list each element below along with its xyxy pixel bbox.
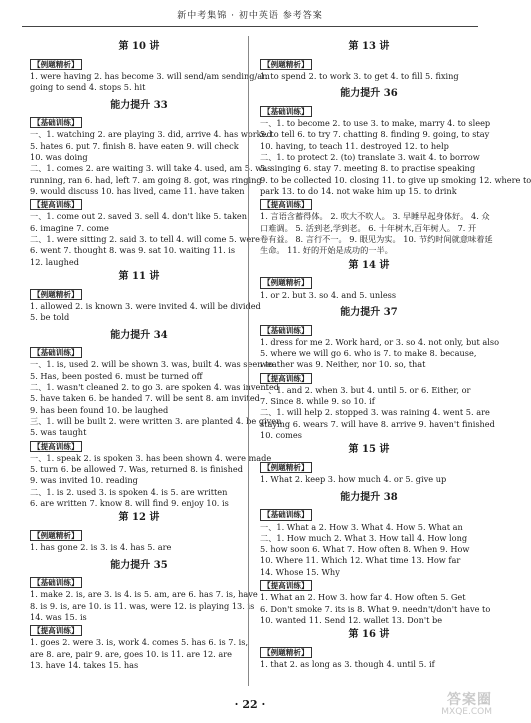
answer-line: 二、1. were sitting 2. said 3. to tell 4. will come 5. were bbox=[30, 234, 260, 245]
answer-line: 1. to spend 2. to work 3. to get 4. to fill 5. fixing bbox=[260, 70, 459, 81]
answer-line: 一、1. is, used 2. will be shown 3. was, built 4. was seen to bbox=[30, 359, 274, 370]
answer-line: 7. Since 8. while 9. so 10. if bbox=[260, 396, 375, 407]
section-tag-row bbox=[260, 460, 478, 474]
section-tag: 【例题精析】 bbox=[30, 59, 82, 70]
section-tag-row bbox=[30, 623, 248, 637]
answer-line: 13. have 14. takes 15. has bbox=[30, 660, 139, 671]
answer-line: 6. imagine 7. come bbox=[30, 222, 109, 233]
answer-line: 9. to be collected 10. closing 11. to give up smoking 12. where to bbox=[260, 174, 531, 185]
lesson-heading: 第 12 讲 bbox=[118, 512, 160, 524]
section-tag-row bbox=[260, 275, 478, 289]
answer-line: 10. Where 11. Which 12. What time 13. How far bbox=[260, 555, 461, 566]
answer-line: 二、1. will help 2. stopped 3. was raining 4. went 5. are bbox=[260, 407, 490, 418]
header-rule bbox=[22, 26, 478, 27]
answer-line: 5. where we will go 6. who is 7. to make 8. because, bbox=[260, 348, 477, 359]
answer-line: 卷有益。 8. 言行不一。 9. 眼见为实。 10. 节约时间就意味着延 bbox=[260, 234, 493, 245]
answer-line: 6. are written 7. know 8. will find 9. enjoy 10. is bbox=[30, 497, 229, 508]
answer-line: 一、1. and 2. when 3. but 4. until 5. or 6. Either, or bbox=[260, 384, 471, 395]
section-tag: 【基础训练】 bbox=[260, 509, 312, 520]
answer-line: 6. went 7. thought 8. was 9. sat 10. waiting 11. is bbox=[30, 245, 236, 256]
right-column bbox=[260, 38, 531, 678]
answer-line: 9. has been found 10. be laughed bbox=[30, 404, 169, 415]
section-tag-row bbox=[30, 528, 248, 542]
ability-heading: 能力提升 36 bbox=[340, 88, 398, 100]
answer-line: going to send 4. stops 5. hit bbox=[30, 82, 146, 93]
lesson-heading: 第 14 讲 bbox=[348, 259, 390, 271]
answer-line: 二、1. is 2. used 3. is spoken 4. is 5. are written bbox=[30, 486, 228, 497]
answer-line: 一、1. come out 2. saved 3. sell 4. don't like 5. taken bbox=[30, 211, 248, 222]
section-tag: 【基础训练】 bbox=[30, 117, 82, 128]
section-tag-row bbox=[260, 371, 478, 385]
answer-line: 一、1. What a 2. How 3. What 4. How 5. What an bbox=[260, 521, 463, 532]
lesson-heading: 第 15 讲 bbox=[348, 444, 390, 456]
section-tag: 【基础训练】 bbox=[260, 106, 312, 117]
section-tag-row bbox=[260, 57, 478, 71]
answer-line: 10. was doing bbox=[30, 152, 88, 163]
section-tag: 【例题精析】 bbox=[30, 289, 82, 300]
section-tag: 【例题精析】 bbox=[260, 277, 312, 288]
section-tag-row bbox=[260, 197, 478, 211]
section-tag-row bbox=[30, 575, 248, 589]
answer-line: are 8. are, pair 9. are, goes 10. is 11. are 12. are bbox=[30, 648, 233, 659]
answer-line: 生命。 11. 好的开始是成功的一半。 bbox=[260, 245, 393, 256]
answer-line: 5. Has, been posted 6. must be turned off bbox=[30, 370, 203, 381]
answer-line: 1. goes 2. were 3. is, work 4. comes 5. has 6. is 7. is, bbox=[30, 637, 249, 648]
page-number: · 22 · bbox=[234, 698, 266, 711]
answer-line: 一、1. to become 2. to use 3. to make, marry 4. to sleep bbox=[260, 118, 491, 129]
ability-heading: 能力提升 34 bbox=[110, 329, 168, 341]
section-tag-row bbox=[30, 57, 248, 71]
answer-line: 三、1. will be built 2. were written 3. are planted 4. be given bbox=[30, 415, 282, 426]
section-tag-row bbox=[260, 578, 478, 592]
column-divider bbox=[248, 36, 249, 686]
answer-line: 1. make 2. is, are 3. is 4. is 5. am, are 6. has 7. is, have bbox=[30, 589, 258, 600]
answer-line: 1. allowed 2. is known 3. were invited 4. will be divided bbox=[30, 300, 261, 311]
watermark-logo-text: 答案圈 bbox=[447, 692, 492, 708]
answer-line: 1. 言语含蓄得体。 2. 吹大不吹人。 3. 早睡早起身体好。 4. 众 bbox=[260, 211, 490, 222]
answer-line: 一、1. speak 2. is spoken 3. has been shown 4. were made bbox=[30, 452, 272, 463]
section-tag-row bbox=[260, 323, 478, 337]
section-tag: 【例题精析】 bbox=[260, 462, 312, 473]
answer-line: 8. is 9. is, are 10. is 11. was, were 12. is playing 13. is bbox=[30, 600, 255, 611]
section-tag-row bbox=[260, 104, 478, 118]
ability-heading: 能力提升 33 bbox=[110, 99, 168, 111]
ability-heading: 能力提升 37 bbox=[340, 306, 398, 318]
answer-line: 二、1. wasn't cleaned 2. to go 3. are spoken 4. was invented bbox=[30, 382, 280, 393]
section-tag: 【例题精析】 bbox=[260, 647, 312, 658]
section-tag-row bbox=[30, 115, 248, 129]
answer-line: running, ran 6. had, left 7. am going 8. got, was ringing bbox=[30, 174, 262, 185]
answer-line: 5. hates 6. put 7. finish 8. have eaten 9. will check bbox=[30, 140, 239, 151]
section-tag-row bbox=[30, 287, 248, 301]
lesson-heading: 第 16 讲 bbox=[348, 629, 390, 641]
section-tag: 【提高训练】 bbox=[260, 373, 312, 384]
section-tag: 【基础训练】 bbox=[30, 347, 82, 358]
answer-line: 9. was invited 10. reading bbox=[30, 475, 138, 486]
answer-line: 1. or 2. but 3. so 4. and 5. unless bbox=[260, 289, 397, 300]
answer-line: 口难调。 5. 活到老,学到老。 6. 十年树木,百年树人。 7. 开 bbox=[260, 222, 477, 233]
ability-heading: 能力提升 35 bbox=[110, 559, 168, 571]
watermark-site-text: MXQE.COM bbox=[441, 707, 492, 718]
answer-line: 5. singing 6. stay 7. meeting 8. to practise speaking bbox=[260, 163, 476, 174]
answer-line: 5. turn 6. be allowed 7. Was, returned 8. is finished bbox=[30, 464, 243, 475]
answer-line: 5. was taught bbox=[30, 427, 87, 438]
section-tag: 【提高训练】 bbox=[30, 199, 82, 210]
section-tag: 【提高训练】 bbox=[260, 580, 312, 591]
answer-line: 1. What an 2. How 3. how far 4. How often 5. Get bbox=[260, 592, 466, 603]
answer-line: 1. were having 2. has become 3. will send/am sending/am bbox=[30, 70, 270, 81]
page-header: 新中考集锦 · 初中英语 参考答案 bbox=[177, 11, 323, 21]
lesson-heading: 第 10 讲 bbox=[118, 41, 160, 52]
answer-line: weather was 9. Neither, nor 10. so, that bbox=[260, 359, 426, 370]
answer-line: 5. have taken 6. be handed 7. will be sent 8. am invited bbox=[30, 393, 260, 404]
answer-line: 10. comes bbox=[260, 430, 302, 441]
section-tag: 【例题精析】 bbox=[30, 530, 82, 541]
answer-line: 1. dress for me 2. Work hard, or 3. so 4. not only, but also bbox=[260, 336, 500, 347]
section-tag-row bbox=[260, 645, 478, 659]
answer-line: 5. how soon 6. What 7. How often 8. When 9. How bbox=[260, 544, 470, 555]
answer-line: 10. having, to teach 11. destroyed 12. to help bbox=[260, 140, 449, 151]
answer-line: staying 6. wears 7. will have 8. arrive 9. haven't finished bbox=[260, 418, 495, 429]
answer-line: 14. was 15. is bbox=[30, 612, 87, 623]
answer-line: 二、1. to protect 2. (to) translate 3. wait 4. to borrow bbox=[260, 152, 480, 163]
ability-heading: 能力提升 38 bbox=[340, 491, 398, 503]
section-tag: 【基础训练】 bbox=[30, 577, 82, 588]
lesson-heading: 第 11 讲 bbox=[118, 270, 160, 282]
answer-line: 5. be told bbox=[30, 312, 70, 323]
answer-line: 9. would discuss 10. has lived, came 11. have taken bbox=[30, 186, 245, 196]
answer-line: 1. has gone 2. is 3. is 4. has 5. are bbox=[30, 542, 172, 553]
section-tag: 【基础训练】 bbox=[260, 325, 312, 336]
answer-line: 二、1. How much 2. What 3. How tall 4. How long bbox=[260, 532, 468, 543]
section-tag: 【提高训练】 bbox=[260, 199, 312, 210]
answer-line: 6. Don't smoke 7. its is 8. What 9. needn't/don't have to bbox=[260, 603, 491, 614]
answer-line: 1. that 2. as long as 3. though 4. until 5. if bbox=[260, 659, 435, 670]
answer-line: park 13. to do 14. not wake him up 15. to drink bbox=[260, 186, 457, 196]
section-tag-row bbox=[260, 507, 478, 521]
answer-line: 12. laughed bbox=[30, 256, 79, 267]
section-tag-row bbox=[30, 197, 248, 211]
answer-line: 一、1. watching 2. are playing 3. did, arrive 4. has worked bbox=[30, 129, 272, 140]
answer-line: 14. Whose 15. Why bbox=[260, 566, 340, 577]
answer-line: 10. wanted 11. Send 12. wallet 13. Don't be bbox=[260, 614, 443, 625]
section-tag-row bbox=[30, 439, 248, 453]
section-tag: 【提高训练】 bbox=[30, 441, 82, 452]
answer-line: 5. to tell 6. to try 7. chatting 8. finding 9. going, to stay bbox=[260, 129, 490, 140]
section-tag: 【提高训练】 bbox=[30, 625, 82, 636]
section-tag-row bbox=[30, 345, 248, 359]
watermark-logo bbox=[428, 693, 492, 719]
answer-line: 1. What 2. keep 3. how much 4. or 5. give up bbox=[260, 474, 447, 485]
section-tag: 【例题精析】 bbox=[260, 59, 312, 70]
lesson-heading: 第 13 讲 bbox=[348, 41, 390, 52]
answer-line: 二、1. comes 2. are waiting 3. will take 4. used, am 5. was bbox=[30, 163, 272, 174]
